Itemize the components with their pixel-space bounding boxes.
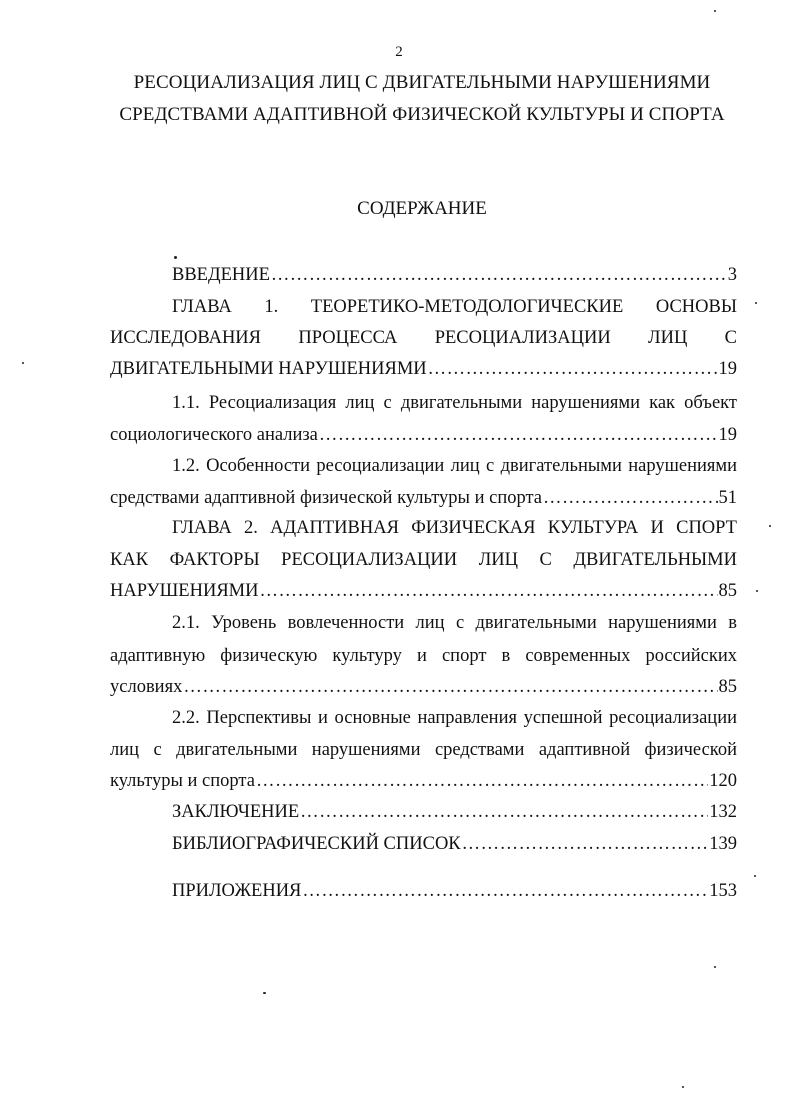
contents-heading: СОДЕРЖАНИЕ xyxy=(357,198,487,219)
toc-entry-title: культуры и спорта xyxy=(110,771,255,791)
toc-section-1-2-line-1: 1.2. Особенности ресоциализации лиц с двигательными нарушениями xyxy=(172,456,737,476)
toc-section-1-1-line-1: 1.1. Ресоциализация лиц с двигательными нарушениями как объект xyxy=(172,393,737,413)
toc-section-2-2-line-2: лиц с двигательными нарушениями средствами адаптивной физической xyxy=(110,740,737,760)
toc-page-number: 19 xyxy=(718,359,737,379)
toc-leader-dots xyxy=(462,833,709,855)
toc-chapter-2-line-2: КАК ФАКТОРЫ РЕСОЦИАЛИЗАЦИИ ЛИЦ С ДВИГАТЕЛЬНЫМИ xyxy=(110,550,737,570)
toc-entry-title: социологического анализа xyxy=(110,425,318,445)
toc-page-number: 3 xyxy=(727,265,737,285)
toc-page-number: 153 xyxy=(709,881,737,901)
toc-chapter-1-line-2: ИССЛЕДОВАНИЯ ПРОЦЕССА РЕСОЦИАЛИЗАЦИИ ЛИЦ С xyxy=(110,328,737,348)
toc-entry-bibliography xyxy=(172,833,737,855)
toc-entry-title: условиях xyxy=(110,677,183,697)
toc-section-1-2-line-2 xyxy=(110,487,737,509)
toc-page-number: 139 xyxy=(709,834,737,854)
toc-leader-dots xyxy=(183,676,717,698)
toc-chapter-2-line-1: ГЛАВА 2. АДАПТИВНАЯ ФИЗИЧЕСКАЯ КУЛЬТУРА И СПОРТ xyxy=(172,518,737,538)
document-title-line-1: РЕСОЦИАЛИЗАЦИЯ ЛИЦ С ДВИГАТЕЛЬНЫМИ НАРУШЕНИЯМИ xyxy=(133,72,711,93)
toc-entry-title: ЗАКЛЮЧЕНИЕ xyxy=(172,802,300,822)
scan-speck xyxy=(174,256,177,259)
toc-page-number: 85 xyxy=(718,581,737,601)
document-title-line-2: СРЕДСТВАМИ АДАПТИВНОЙ ФИЗИЧЕСКОЙ КУЛЬТУРЫ И СПОРТА xyxy=(119,104,725,125)
toc-chapter-1-line-3 xyxy=(110,358,737,380)
toc-chapter-1-line-1: ГЛАВА 1. ТЕОРЕТИКО-МЕТОДОЛОГИЧЕСКИЕ ОСНОВЫ xyxy=(172,297,737,317)
scan-speck xyxy=(769,525,771,527)
toc-page-number: 132 xyxy=(709,802,737,822)
toc-page-number: 85 xyxy=(718,677,737,697)
toc-leader-dots xyxy=(543,487,717,509)
toc-entry-title: ДВИГАТЕЛЬНЫМИ НАРУШЕНИЯМИ xyxy=(110,359,427,379)
toc-section-2-1-line-2: адаптивную физическую культуру и спорт в современных российских xyxy=(110,646,737,666)
toc-section-1-1-line-2 xyxy=(110,424,737,446)
scan-speck xyxy=(754,875,756,877)
toc-leader-dots xyxy=(302,880,708,902)
toc-entry-title: НАРУШЕНИЯМИ xyxy=(110,581,259,601)
toc-section-2-2-line-1: 2.2. Перспективы и основные направления успешной ресоциализации xyxy=(172,708,737,728)
toc-entry-title: средствами адаптивной физической культуры и спорта xyxy=(110,488,543,508)
scan-speck xyxy=(682,1086,684,1088)
scan-speck xyxy=(756,590,758,592)
toc-entry-title: БИБЛИОГРАФИЧЕСКИЙ СПИСОК xyxy=(172,834,461,854)
scan-speck xyxy=(714,966,716,968)
toc-section-2-1-line-3 xyxy=(110,676,737,698)
scan-speck xyxy=(714,10,716,12)
toc-leader-dots xyxy=(259,580,717,602)
page-number: 2 xyxy=(395,44,403,60)
toc-entry-title: ПРИЛОЖЕНИЯ xyxy=(172,881,302,901)
scan-speck xyxy=(755,302,757,304)
toc-chapter-2-line-3 xyxy=(110,580,737,602)
toc-leader-dots xyxy=(271,264,727,286)
toc-leader-dots xyxy=(428,358,718,380)
toc-entry-introduction xyxy=(172,264,737,286)
toc-section-2-1-line-1: 2.1. Уровень вовлеченности лиц с двигательными нарушениями в xyxy=(172,613,737,633)
toc-leader-dots xyxy=(256,770,708,792)
toc-entry-conclusion xyxy=(172,801,737,823)
toc-page-number: 19 xyxy=(718,425,737,445)
toc-page-number: 51 xyxy=(718,488,737,508)
toc-entry-title: ВВЕДЕНИЕ xyxy=(172,265,270,285)
toc-page-number: 120 xyxy=(709,771,737,791)
toc-leader-dots xyxy=(300,801,708,823)
scan-speck xyxy=(22,362,24,364)
toc-entry-appendices xyxy=(172,880,737,902)
toc-section-2-2-line-3 xyxy=(110,770,737,792)
scan-speck xyxy=(263,992,266,994)
toc-leader-dots xyxy=(319,424,718,446)
